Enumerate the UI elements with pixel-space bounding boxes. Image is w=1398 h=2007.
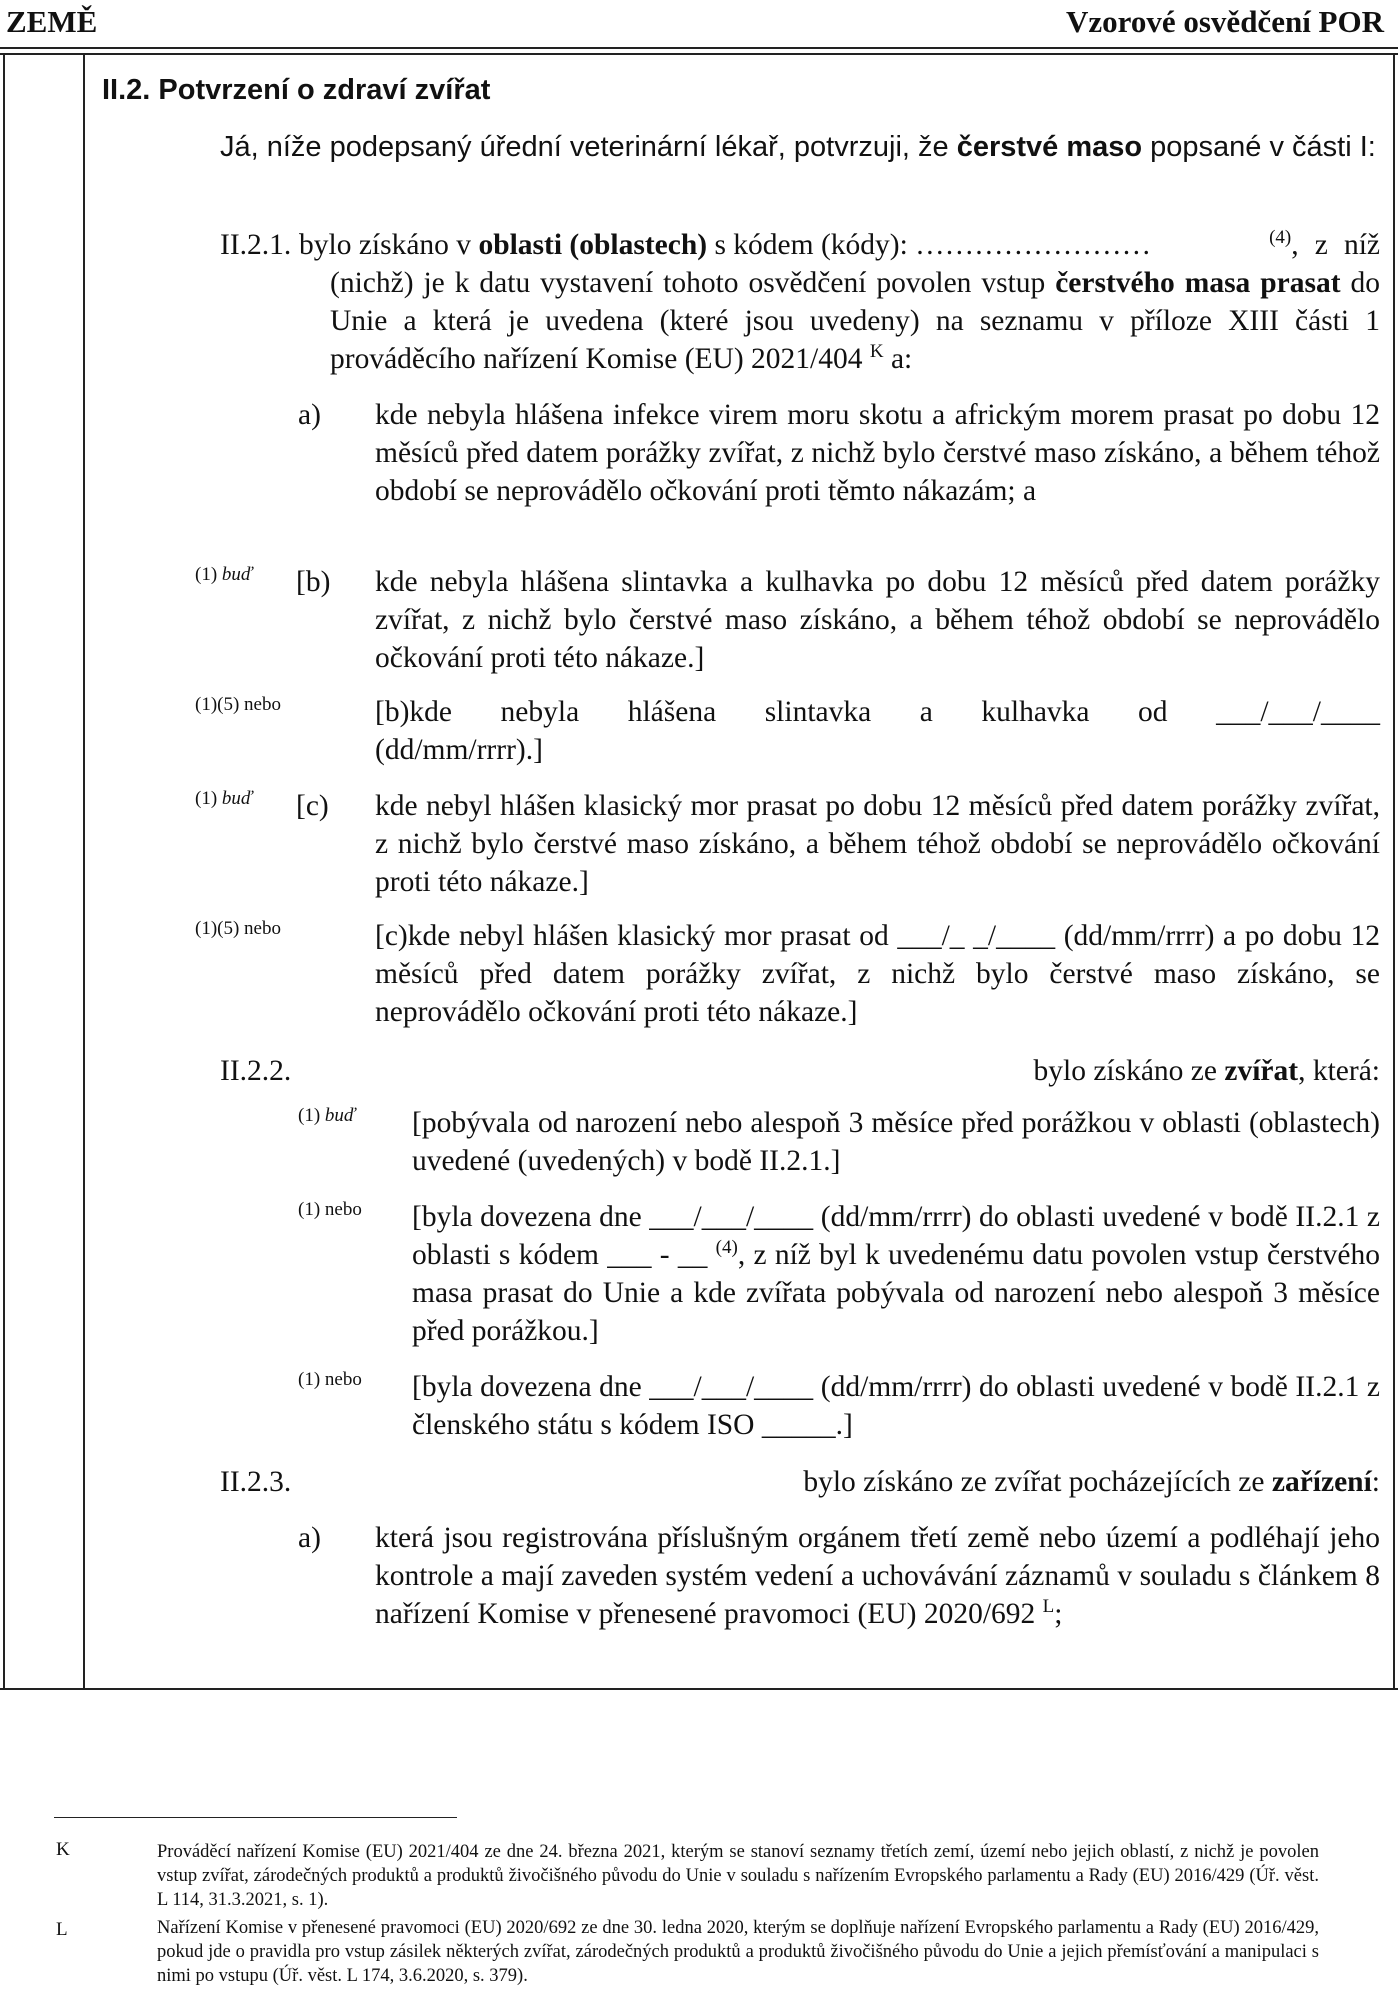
header-rule <box>0 47 1398 49</box>
footnote-separator <box>54 1817 457 1818</box>
item-c1-note <box>195 787 252 811</box>
p221-footnote-4: (4) <box>1269 227 1292 249</box>
table-left-border <box>3 53 5 1689</box>
item-b1-note-word: buď <box>221 564 253 585</box>
item-b1-note-num: (1) <box>195 564 218 585</box>
footnote-L-mark: L <box>56 1919 68 1940</box>
p223-a-text-1: která jsou registrována příslušným orgánem třetí země nebo území a podléhají jeho kontrole a mají zaveden systém vedení a uchovávání záznamů v souladu s článkem 8 nařízení Komise v přenesené pravomoci (EU) 2020/692 <box>375 1522 1380 1630</box>
p221-footnote-K: K <box>869 341 884 363</box>
p221-bold-pork: čerstvého masa prasat <box>1055 267 1341 299</box>
p222-o1-note-word: buď <box>324 1105 356 1126</box>
item-b2-note: (1)(5) nebo <box>195 694 281 715</box>
intro-text-c: popsané v části I: <box>1142 131 1376 163</box>
p221-text-5: a: <box>883 343 913 375</box>
p222-o2-text-2: , z níž byl k uvedenému datu povolen vstup čerstvého masa prasat do Unie a kde zvířata pobývala od narození nebo alespoň 3 měsíce před porážkou.] <box>412 1239 1380 1347</box>
intro-paragraph <box>220 128 1380 166</box>
p221-text-2: s kódem (kódy): …………………… <box>707 229 1152 261</box>
p222-o3-note: (1) nebo <box>298 1369 362 1390</box>
intro-text-a: Já, níže podepsaný úřední veterinární lékař, potvrzuji, že <box>220 131 957 163</box>
p223-a-footnote-L: L <box>1042 1596 1055 1618</box>
p222-o2-text-1: [byla dovezena dne ___/___/____ (dd/mm/rrrr) do oblasti uvedené v bodě II.2.1 z oblasti s kódem ___ - __ <box>412 1201 1380 1271</box>
item-c2-note: (1)(5) nebo <box>195 918 281 939</box>
p221-text-4: do Unie a která je uvedena (které jsou uvedeny) na seznamu v příloze XIII části 1 prováděcího nařízení Komise (EU) 2021/404 <box>330 267 1380 375</box>
header-country: ZEMĚ <box>6 4 98 39</box>
p221-paragraph <box>330 226 1380 378</box>
item-a-label: a) <box>298 399 321 431</box>
section-title: II.2. Potvrzení o zdraví zvířat <box>102 74 491 106</box>
table-right-border <box>1393 53 1395 1689</box>
p223-a-text <box>375 1519 1380 1633</box>
p223-bold-establishments: zařízení <box>1271 1466 1372 1498</box>
footnote-K-text: Prováděcí nařízení Komise (EU) 2021/404 ze dne 24. března 2021, kterým se stanoví seznamy třetích zemí, území nebo jejich oblastí, z nichž je povolen vstup zvířat, zárodečných produktů a produktů živočišného původu do Unie v souladu s nařízením Evropského parlamentu a Rady (EU) 2016/429 (Úř. věst. L 114, 31.3.2021, s. 1). <box>157 1842 1319 1910</box>
p223-a-text-2: ; <box>1054 1598 1063 1630</box>
p222-o2-text <box>412 1198 1380 1350</box>
footnote-K-mark: K <box>56 1839 70 1860</box>
p222-text-2: , která: <box>1298 1055 1380 1087</box>
p221-text-3: , z níž (nichž) je k datu vystavení tohoto osvědčení povolen vstup <box>330 229 1380 299</box>
p223-text-2: : <box>1371 1466 1380 1498</box>
item-a-text: kde nebyla hlášena infekce virem moru skotu a africkým morem prasat po dobu 12 měsíců před datem porážky zvířat, z nichž bylo čerstvé maso získáno, a během téhož období se neprovádělo očkování proti těmto nákazám; a <box>375 399 1380 507</box>
p223-a-label: a) <box>298 1522 321 1554</box>
p222-o2-footnote-4: (4) <box>715 1237 738 1259</box>
item-b1-text: kde nebyla hlášena slintavka a kulhavka po dobu 12 měsíců před datem porážky zvířat, z nichž bylo čerstvé maso získáno, a během téhož období se neprovádělo očkování proti této nákaze.] <box>375 566 1380 674</box>
p222-o3-text: [byla dovezena dne ___/___/____ (dd/mm/rrrr) do oblasti uvedené v bodě II.2.1 z členského státu s kódem ISO _____.] <box>412 1371 1380 1441</box>
p221-bold-areas: oblasti (oblastech) <box>478 229 708 261</box>
item-c1-label: [c) <box>296 790 329 822</box>
p222-text-1: bylo získáno ze <box>1033 1055 1225 1087</box>
footnote-L-text: Nařízení Komise v přenesené pravomoci (EU) 2020/692 ze dne 30. ledna 2020, kterým se doplňuje nařízení Evropského parlamentu a Rady (EU) 2016/429, pokud jde o pravidla pro vstup zásilek některých zvířat, zárodečných produktů a produktů živočišného původu do Unie a jejich přemísťování a manipulaci s nimi po vstupu (Úř. věst. L 174, 3.6.2020, s. 379). <box>157 1918 1319 1986</box>
p221-number: II.2.1. <box>220 229 292 261</box>
p222-o1-note <box>298 1104 355 1128</box>
p222-bold-animals: zvířat <box>1224 1055 1299 1087</box>
item-b1-note <box>195 563 252 587</box>
item-b1-label: [b) <box>296 566 331 598</box>
p222-o1-note-num: (1) <box>298 1105 321 1126</box>
p223-heading <box>803 1463 1380 1501</box>
p222-o1-text: [pobývala od narození nebo alespoň 3 měsíce před porážkou v oblasti (oblastech) uvedené (uvedených) v bodě II.2.1.] <box>412 1107 1380 1177</box>
p223-text-1: bylo získáno ze zvířat pocházejících ze <box>803 1466 1272 1498</box>
table-top-border <box>0 53 1398 55</box>
p223-number: II.2.3. <box>220 1466 292 1498</box>
item-c1-note-num: (1) <box>195 788 218 809</box>
item-b2-text: [b)kde nebyla hlášena slintavka a kulhavka od ___/___/____ (dd/mm/rrrr).] <box>375 696 1380 766</box>
p221-text-1: bylo získáno v <box>299 229 479 261</box>
item-c1-note-word: buď <box>221 788 253 809</box>
intro-fresh-meat: čerstvé maso <box>956 131 1143 163</box>
table-column-divider <box>83 53 85 1689</box>
p222-o2-note: (1) nebo <box>298 1199 362 1220</box>
item-c2-text: [c)kde nebyl hlášen klasický mor prasat od ___/_ _/____ (dd/mm/rrrr) a po dobu 12 měsíců před datem porážky zvířat, z nichž bylo čerstvé maso získáno, se neprovádělo očkování proti této nákaze.] <box>375 920 1380 1028</box>
p222-number: II.2.2. <box>220 1055 292 1087</box>
item-c1-text: kde nebyl hlášen klasický mor prasat po dobu 12 měsíců před datem porážky zvířat, z nichž bylo čerstvé maso získáno, a během téhož období se neprovádělo očkování proti této nákaze.] <box>375 790 1380 898</box>
p222-heading <box>1034 1052 1381 1090</box>
header-certificate-title: Vzorové osvědčení POR <box>1066 4 1384 39</box>
table-bottom-border <box>0 1688 1398 1690</box>
